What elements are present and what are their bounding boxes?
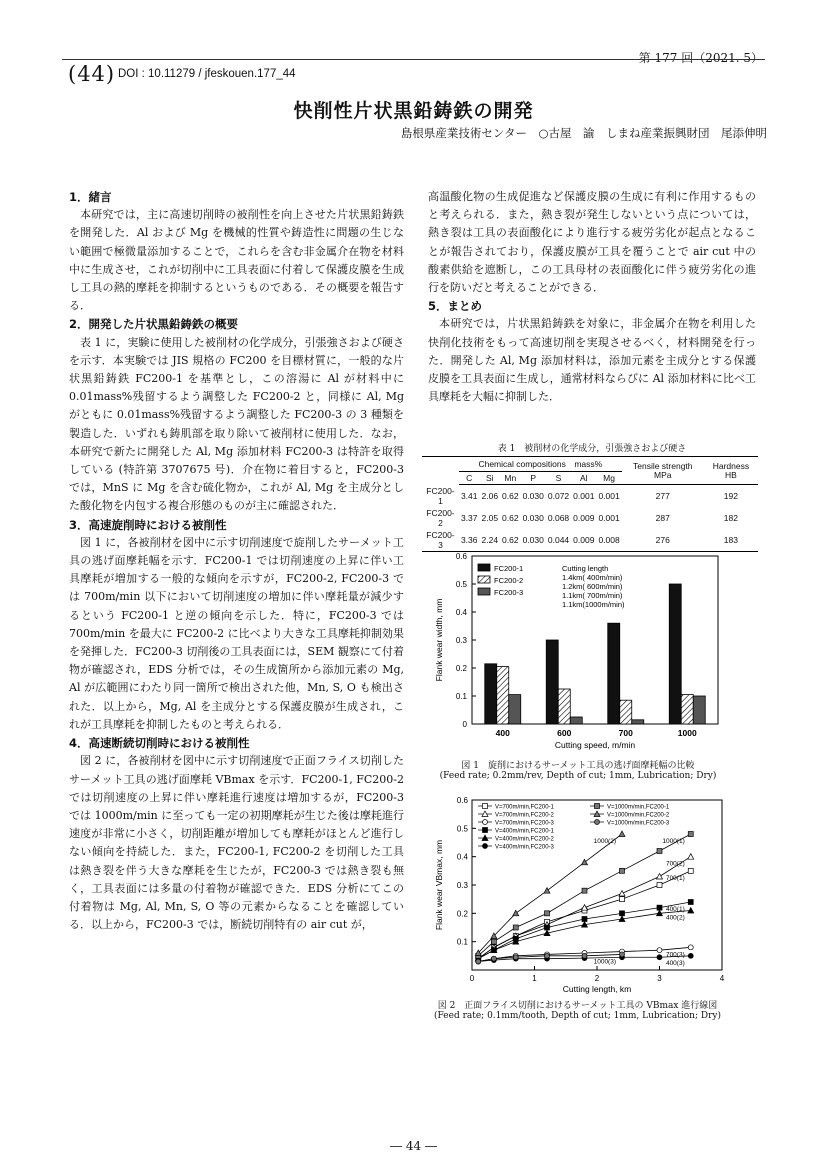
legend-label: V=400m/min,FC200-1 [495, 828, 554, 835]
paragraph: 図 1 に，各被削材を図中に示す切削速度で旋削したサーメット工具の逃げ面摩耗幅を示す．FC200-1 では切削速度の上昇に伴い工具摩耗が増加する一般的な傾向を示すが，FC200-2, FC200-3 では 700m/min 以下において切削速度の増加に伴い摩耗量が減少するという FC200-1 と逆の傾向を示した．特に，FC200-3 では 700m/min を最大に FC200-2 に比べより大きな工具摩耗抑制効果を発揮した．FC200-3 切削後の工具表面には，SEM 観察にて付着物が確認され，EDS 分析では，その生成箇所から添加元素の Mg, Al が広範囲にわたり同一箇所で検出された他，Mn, S, O も検出された．以上から，Mg, Al を主成分とする保護皮膜が生成され，これが工具摩耗を抑制したものと考えられる． [69, 535, 404, 731]
table-cell: 3.36 [459, 529, 480, 552]
data-point [582, 953, 587, 958]
legend-notes-line: 1.1km(1000m/min) [562, 600, 625, 609]
table-cell: 0.62 [502, 512, 519, 523]
header-rule [62, 59, 765, 60]
table-cell: 0.001 [573, 490, 595, 501]
legend-notes-title: Cutting length [562, 564, 609, 573]
data-point [657, 883, 662, 888]
legend-label: V=700m/min,FC200-3 [495, 820, 554, 827]
legend-notes-line: 1.2km( 600m/min) [562, 582, 623, 591]
table-element-header: P [521, 472, 546, 485]
table-cell: 3.41 [460, 490, 478, 501]
data-point [688, 854, 694, 860]
data-point [688, 953, 693, 958]
y-tick-label: 0.1 [456, 937, 468, 947]
page-number: (44) [68, 62, 116, 86]
table-cell: 0.044 [546, 529, 571, 552]
bar [681, 695, 693, 724]
legend-label: V=400m/min,FC200-2 [495, 836, 554, 843]
legend-swatch [478, 576, 490, 583]
y-tick-label: 0.3 [455, 636, 467, 645]
data-point [657, 948, 662, 953]
x-axis-label: Cutting speed, m/min [554, 740, 636, 750]
y-tick-label: 0.6 [455, 552, 467, 561]
right-column [428, 188, 756, 406]
y-tick-label: 0.5 [456, 824, 468, 834]
data-point [483, 820, 488, 825]
table-cell: 2.05 [481, 512, 499, 523]
bar [608, 623, 620, 724]
x-tick-label: 1 [532, 974, 537, 983]
bar [509, 695, 521, 724]
table-cell: 0.001 [598, 490, 620, 501]
data-point [545, 925, 550, 930]
figure1-caption [428, 758, 728, 781]
legend-label: V=400m/min,FC200-3 [495, 844, 554, 851]
data-point [619, 831, 625, 837]
table-cell: 0.008 [596, 529, 621, 552]
table-row [422, 507, 758, 529]
table-cell: 0.62 [502, 490, 519, 501]
series-end-label: 400(2) [665, 914, 685, 922]
figure1-caption-title: 図 1 旋削におけるサーメット工具の逃げ面摩耗幅の比較 [461, 761, 695, 771]
data-point [476, 959, 481, 964]
bar [570, 717, 582, 724]
series-end-label: 700(1) [665, 874, 685, 882]
data-point [619, 891, 625, 897]
table-element-header: C [459, 472, 480, 485]
table-cell: 192 [723, 490, 738, 501]
data-point [513, 955, 518, 960]
section-heading: 3．高速旋削時における被削性 [69, 517, 227, 532]
data-point [582, 859, 588, 865]
legend-label: FC200-3 [494, 588, 524, 597]
y-tick-label: 0.1 [455, 692, 467, 701]
data-point [657, 955, 662, 960]
data-point [483, 844, 488, 849]
table-element-header: S [546, 472, 571, 485]
y-axis-label: Flank wear width, mm [434, 598, 444, 682]
series-end-label: 700(3) [665, 951, 685, 959]
data-point [657, 905, 662, 910]
data-point [545, 953, 550, 958]
table-cell: 287 [655, 512, 670, 523]
y-tick-label: 0.4 [455, 608, 467, 617]
figure2-caption-title: 図 2 正面フライス切削におけるサーメット工具の VBmax 進行線図 [437, 1001, 718, 1011]
legend-label: FC200-1 [494, 564, 524, 573]
table-cell: 0.009 [573, 512, 595, 523]
table-cell: 0.030 [522, 490, 544, 501]
data-point [491, 939, 496, 944]
data-point [544, 888, 550, 894]
data-point [595, 820, 600, 825]
figure1-caption-conditions: (Feed rate; 0.2mm/rev, Depth of cut; 1mm, Lubrication; Dry) [439, 771, 717, 781]
x-axis-label: Cutting length, km [562, 984, 632, 994]
data-point [620, 897, 625, 902]
section-heading: 4．高速断続切削時における被削性 [69, 736, 250, 751]
data-point [513, 910, 519, 916]
x-tick-label: 2 [594, 974, 600, 983]
bar [620, 700, 632, 724]
series-end-label: 700(2) [665, 860, 685, 868]
legend-label: FC200-2 [494, 576, 524, 585]
x-tick-label: 700 [618, 728, 633, 738]
page-footer: ― 44 ― [390, 1139, 437, 1153]
table-cell: 0.030 [522, 512, 544, 523]
x-tick-label: 4 [719, 974, 725, 983]
table-cell: 0.62 [500, 529, 521, 552]
legend-label: V=1000m/min,FC200-3 [607, 820, 670, 827]
figure2-chart [428, 792, 738, 997]
paragraph: 本研究では，主に高速切削時の被削性を向上させた片状黒鉛鋳鉄を開発した．Al および Mg を機械的性質や鋳造性に問題の生じない範囲で極微量添加することで，これらを含む非金属介在物を材料中に生成させ，これが切削中に工具表面に付着して保護皮膜を生成し工具の熱的摩耗を抑制するというものである．その概要を報告する． [69, 208, 404, 313]
y-tick-label: 0.3 [456, 881, 468, 890]
composition-table [422, 456, 758, 552]
table-cell: 276 [622, 529, 704, 552]
data-point [620, 952, 625, 957]
data-point [657, 849, 662, 854]
table-cell: 182 [723, 512, 738, 523]
paragraph: 高温酸化物の生成促進など保護皮膜の生成に有利に作用するものと考えられる．また，熱き裂が発生しないという点については，熱き裂は工具の表面酸化により進行する疲労劣化が起点となることが報告されており，保護皮膜が工具を覆うことで air cut 中の酸素供給を遮断し，この工具母材の表面酸化に伴う疲労劣化の進行を防いだと考えることができる． [428, 190, 756, 295]
table-cell: 0.001 [598, 512, 620, 523]
paragraph: 表 1 に，実験に使用した被削材の化学成分，引張強さおよび硬さを示す．本実験では JIS 規格の FC200 を目標材質に，一般的な片状黒鉛鋳鉄 FC200-1 を基準とし，この溶湯に Al が材料中に 0.01mass%残留するよう調整した FC200-2 と，同様に Al, Mg がともに 0.01mass%残留するよう調整した FC200-3 の 3 種類を製造した．いずれも鋳肌部を取り除いて被削材に使用した．なお，本研究で新たに開発した Al, Mg 添加材料 FC200-3 は特許を取得している (特許第 3707675 号)．介在物に着目すると，FC200-3 では，MnS に Mg を含む硫化物か，これが Al, Mg を主成分とした酸化物を内包する複合形態のものが主に確認された． [69, 335, 404, 513]
bar [546, 640, 558, 724]
legend-label: V=1000m/min,FC200-2 [607, 812, 670, 819]
data-point [620, 868, 625, 873]
data-point [491, 956, 496, 961]
section-heading: 5．まとめ [428, 299, 483, 314]
table-row [422, 485, 758, 507]
bar [558, 689, 570, 724]
data-point [582, 905, 588, 911]
data-point [483, 828, 488, 833]
bar [632, 720, 644, 724]
data-point [545, 911, 550, 916]
paragraph: 図 2 に，各被削材を図中に示す切削速度で正面フライス切削したサーメット工具の逃げ面摩耗 VBmax を示す．FC200-1, FC200-2 では切削速度の上昇に伴い摩耗進行速度は増加するが，FC200-3 では 1000m/min に至っても一定の初期摩耗が生じた後は摩耗進行速度が非常に小さく，切削距離が増加しても摩耗がほとんど進行しない傾向を持続した．また，FC200-1, FC200-2 を切削した工具は熱き裂を伴う大きな摩耗を生じたが，FC200-3 では熱き裂も無く，工具表面には多量の付着物が確認できた．EDS 分析にてこの付着物は Mg, Al, Mn, S, O 等の元素からなることを確認している．以上から，FC200-3 では，断続切削特有の air cut が， [69, 754, 404, 932]
section-heading: 1．緒言 [69, 190, 112, 204]
table-cell: 0.068 [547, 512, 570, 523]
legend-label: V=700m/min,FC200-2 [495, 812, 554, 819]
doi: DOI : 10.11279 / jfeskouen.177_44 [118, 68, 296, 80]
table-header-hardness: Hardness HB [704, 457, 758, 485]
table-element-header: Si [480, 472, 501, 485]
data-point [688, 900, 693, 905]
table-cell: 0.072 [547, 490, 570, 501]
table-cell: FC200-2 [426, 507, 455, 528]
x-tick-label: 600 [557, 728, 572, 738]
table-corner [422, 457, 459, 485]
table-element-header: Al [571, 472, 596, 485]
table-cell: 2.24 [480, 529, 501, 552]
session-label: 第 177 回（2021. 5） [638, 51, 763, 65]
y-tick-label: 0.2 [456, 909, 468, 919]
x-tick-label: 0 [469, 974, 475, 983]
series-end-label: 1000(1) [662, 838, 685, 845]
table-element-header: Mg [596, 472, 621, 485]
legend-label: V=700m/min,FC200-1 [495, 804, 554, 811]
table-header-tensile: Tensile strength MPa [622, 457, 704, 485]
table-cell: 183 [704, 529, 758, 552]
bar [693, 696, 705, 724]
section-heading: 2．開発した片状黒鉛鋳鉄の概要 [69, 317, 238, 332]
series-end-label: 400(1) [665, 906, 685, 913]
data-point [688, 908, 694, 914]
table-cell: 3.37 [460, 512, 478, 523]
legend-notes-line: 1.1km( 700m/min) [562, 591, 623, 600]
table-cell: 0.030 [521, 529, 546, 552]
y-axis-label: Flank wear VBmax, mm [434, 839, 444, 931]
y-tick-label: 0.2 [455, 664, 467, 673]
x-tick-label: 400 [495, 728, 510, 738]
legend-label: V=1000m/min,FC200-1 [607, 804, 670, 811]
table-cell: FC200-3 [422, 529, 459, 552]
legend-swatch [478, 564, 490, 571]
figure2-caption-conditions: (Feed rate; 0.1mm/tooth, Depth of cut; 1mm, Lubrication; Dry) [434, 1011, 721, 1021]
table-group-header: Chemical compositions mass% [459, 457, 622, 472]
paragraph: 本研究では，片状黒鉛鋳鉄を対象に，非金属介在物を利用した快削化技術をもって高速切削を実現させるべく，材料開発を行った．開発した Al, Mg 添加材料は，添加元素を主成分とする保護皮膜を工具表面に生成し，通常材料ならびに Al 添加材料に比べ工具摩耗を大幅に抑制した． [428, 317, 756, 404]
figure1-chart [428, 548, 728, 758]
table-cell: 277 [655, 490, 670, 501]
bar [485, 664, 497, 724]
table-caption: 表 1 被削材の化学成分，引張強さおよび硬さ [497, 444, 687, 454]
data-point [620, 911, 625, 916]
left-column [69, 188, 404, 934]
series-end-label: 400(3) [665, 959, 685, 967]
figure2-caption [420, 998, 735, 1021]
bar [669, 584, 681, 724]
data-point [688, 945, 693, 950]
data-point [657, 874, 663, 880]
y-tick-label: 0.5 [455, 580, 467, 589]
legend-notes-line: 1.4km( 400m/min) [562, 573, 623, 582]
data-point [483, 804, 488, 809]
y-tick-label: 0 [462, 720, 467, 729]
series-end-label: 1000(2) [593, 838, 616, 845]
table-cell: 0.009 [571, 529, 596, 552]
data-point [688, 832, 693, 837]
data-point [513, 925, 518, 930]
y-tick-label: 0.4 [456, 852, 468, 862]
x-tick-label: 1000 [677, 728, 697, 738]
paper-title: 快削性片状黒鉛鋳鉄の開発 [293, 100, 534, 122]
series-end-label: 1000(3) [593, 958, 616, 966]
x-tick-label: 3 [657, 974, 662, 983]
y-tick-label: 0.6 [456, 796, 468, 805]
data-point [582, 888, 587, 893]
data-point [688, 868, 693, 873]
data-point [582, 917, 587, 922]
table-cell: FC200-1 [426, 485, 455, 506]
data-point [595, 804, 600, 809]
bar [497, 667, 509, 724]
table-cell: 2.06 [481, 490, 499, 501]
legend-swatch [478, 588, 490, 595]
authors: 島根県産業技術センター ○古屋 諭 しまね産業振興財団 尾添伸明 [400, 126, 767, 140]
table-element-header: Mn [500, 472, 521, 485]
